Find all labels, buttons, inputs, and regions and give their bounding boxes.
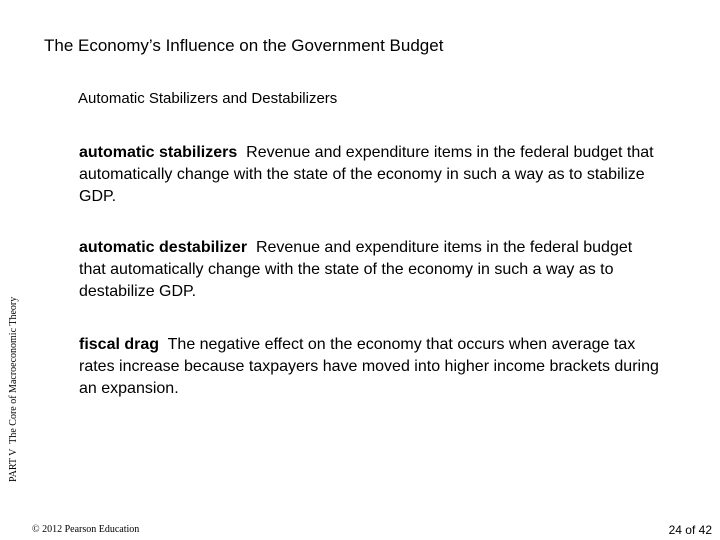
part-sidebar-label: [8, 297, 19, 482]
definition-text: The negative effect on the economy that occurs when average tax rates increase because taxpayers have moved into higher income brackets during an expansion.: [79, 336, 659, 397]
definition-term: automatic destabilizer: [79, 239, 248, 256]
definition-automatic-destabilizer: [79, 237, 659, 303]
page-number: 24 of 42: [668, 523, 712, 537]
definition-term: automatic stabilizers: [79, 144, 238, 161]
slide-subtitle: Automatic Stabilizers and Destabilizers: [78, 90, 338, 107]
definition-text: Revenue and expenditure items in the federal budget that automatically change with the state of the economy in such a way as to destabilize GDP.: [79, 239, 633, 300]
definition-fiscal-drag: [79, 334, 659, 400]
definition-term: fiscal drag: [79, 336, 160, 353]
slide-title: The Economy’s Influence on the Government Budget: [44, 36, 444, 55]
part-title: The Core of Macroeconomic Theory: [8, 296, 19, 444]
definition-automatic-stabilizers: [79, 142, 659, 208]
part-label: PART V: [8, 448, 19, 482]
copyright-notice: © 2012 Pearson Education: [32, 524, 140, 535]
definition-text: Revenue and expenditure items in the federal budget that automatically change with the state of the economy in such a way as to stabilize GDP.: [79, 144, 654, 205]
